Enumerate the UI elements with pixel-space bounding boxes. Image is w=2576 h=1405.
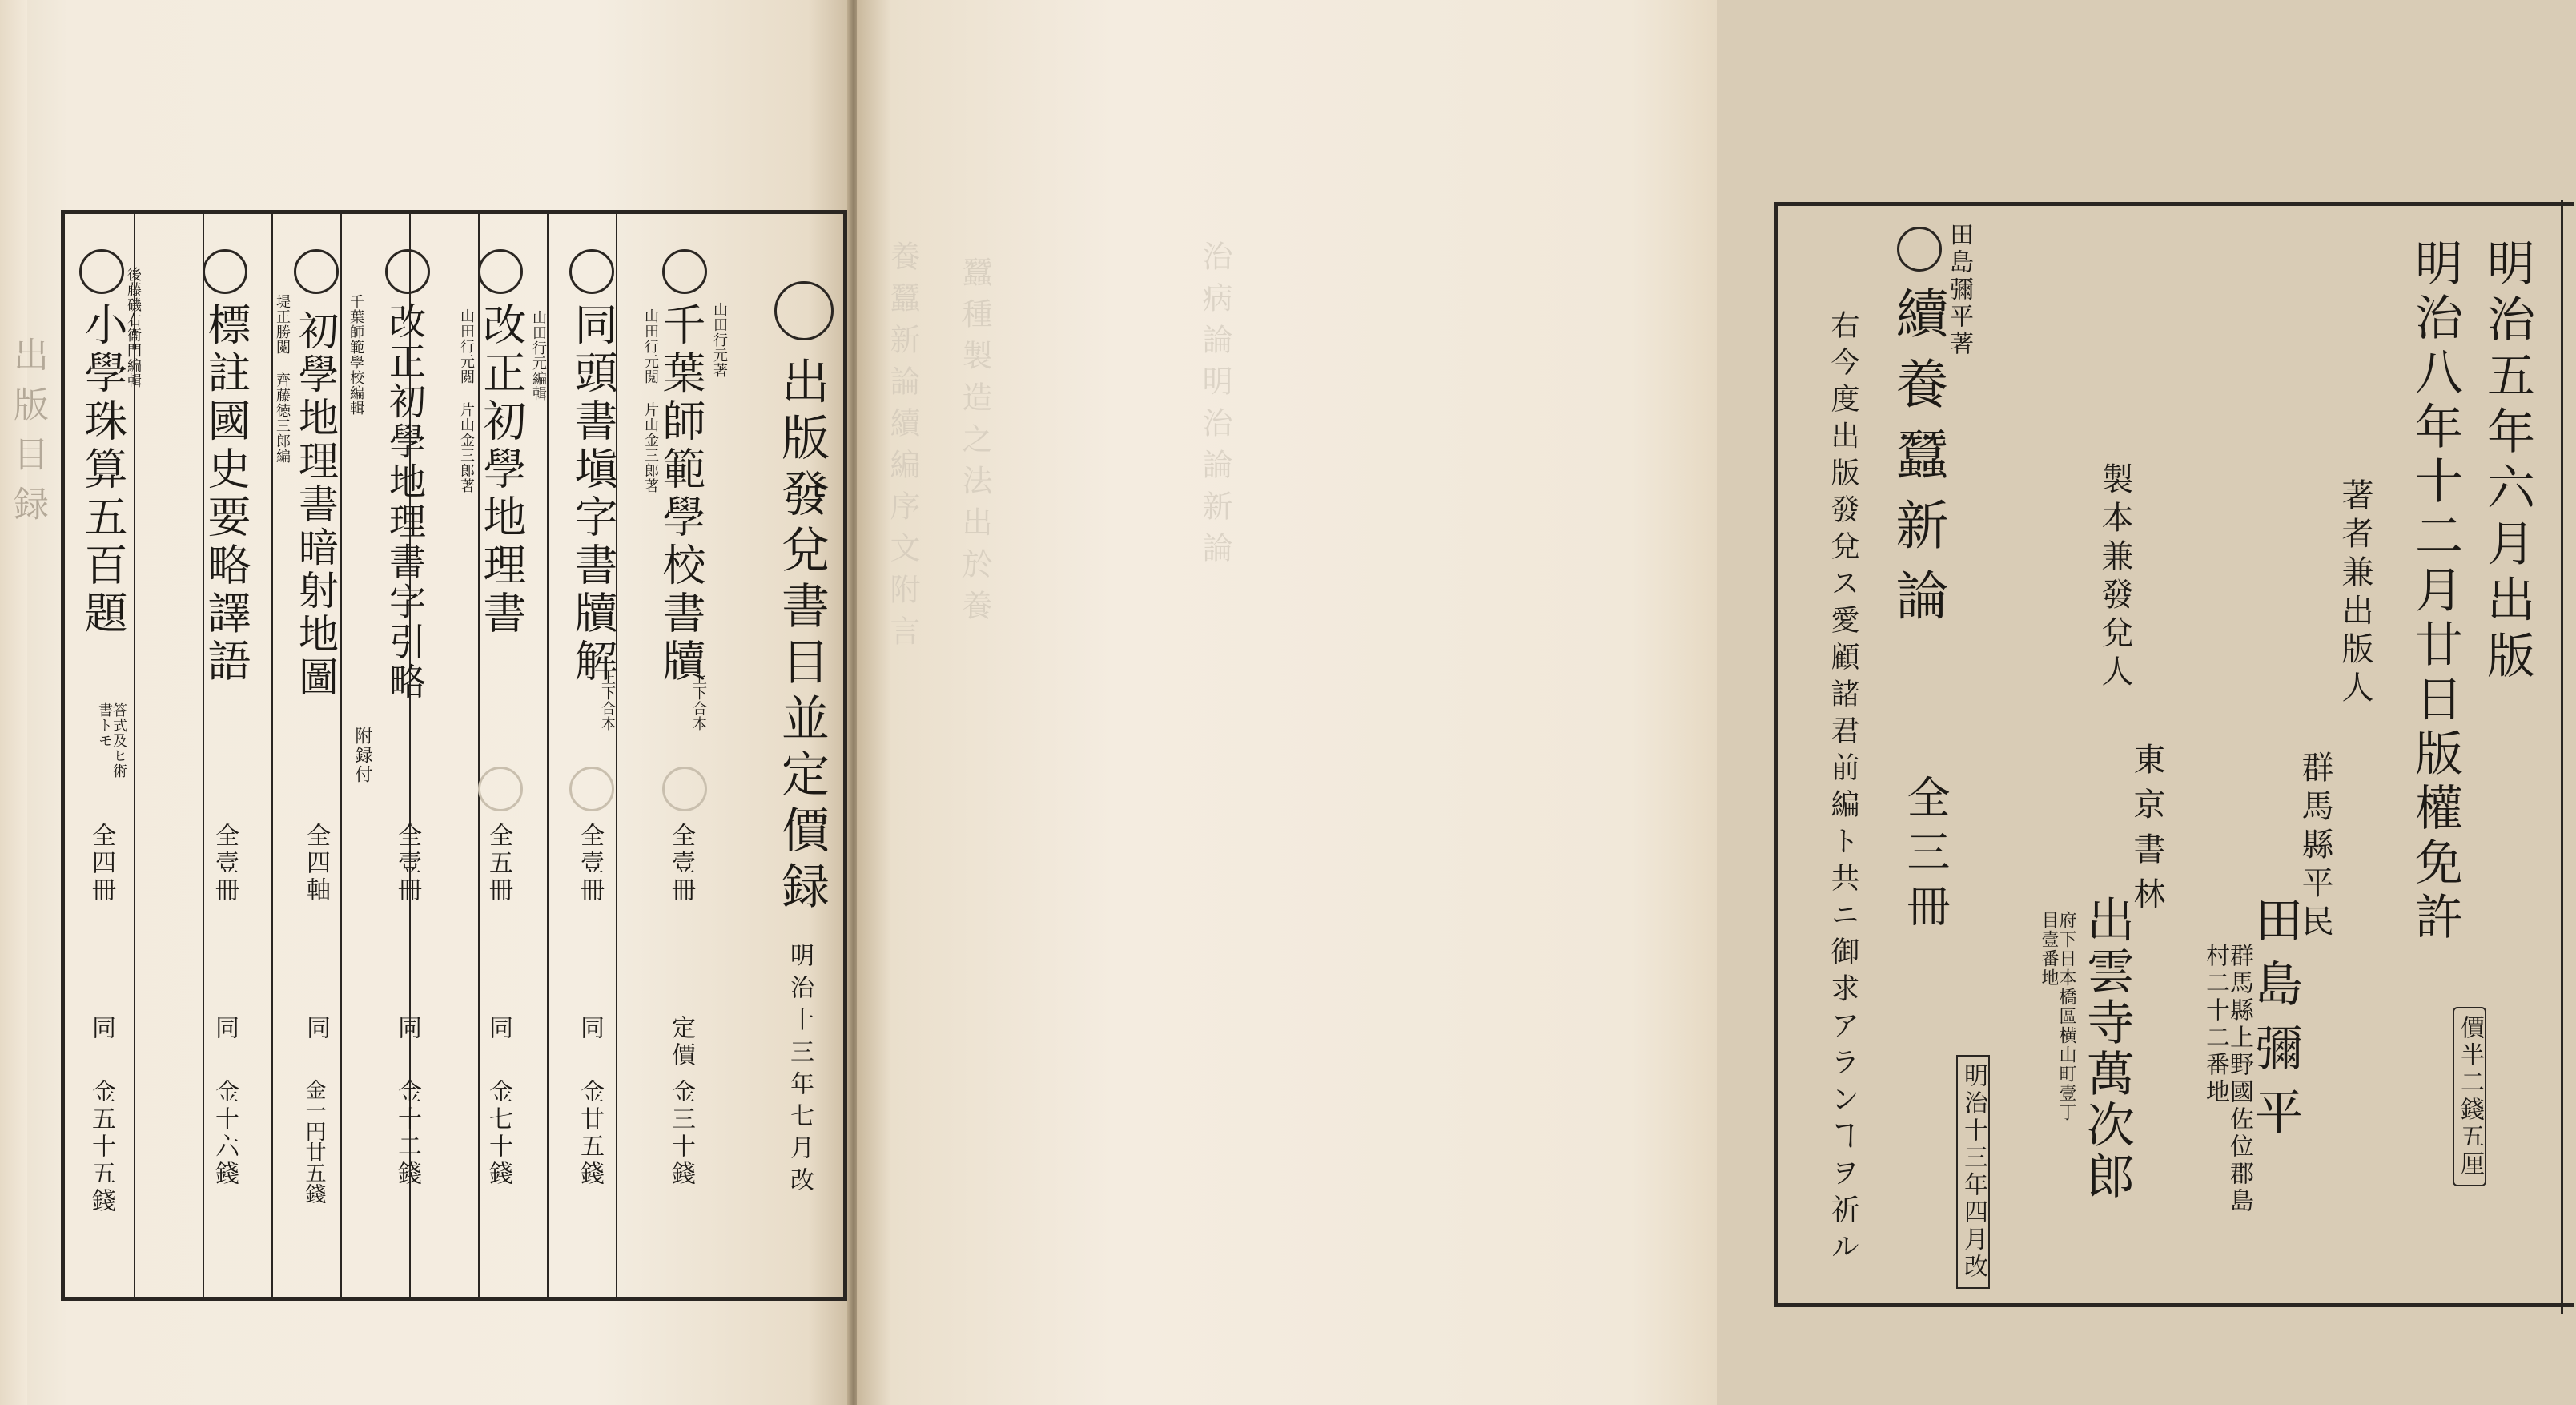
price-tag: 價半二錢五厘 xyxy=(2453,1007,2486,1186)
book-price: 金七十錢 xyxy=(484,1079,512,1188)
book-author-credit: 田島彌平著 xyxy=(1945,222,1973,358)
book-volumes: 全壹冊 xyxy=(667,823,695,904)
book-price: 金十六錢 xyxy=(211,1079,239,1188)
book-title: 標註國史要略譯語 xyxy=(201,302,251,686)
book-circle-mark xyxy=(79,249,124,294)
book-price-label: 定價 xyxy=(667,1015,695,1069)
book-binding: 上下合本 xyxy=(690,670,707,731)
book-volumes: 全四冊 xyxy=(87,823,115,904)
left-page xyxy=(0,0,850,1405)
column-divider xyxy=(547,214,549,1297)
book-author: 千葉師範學校編輯 xyxy=(348,294,364,416)
book-author: 堤正勝閲 齊藤徳三郎編 xyxy=(274,294,291,464)
catalog-frame xyxy=(61,210,847,1301)
book-price: 金五十五錢 xyxy=(87,1079,115,1215)
book-author: 後藤磯右衞門編輯 xyxy=(125,267,142,388)
show-through-text: 養蠶新論續編序文附言 xyxy=(885,240,920,657)
book-circle-mark xyxy=(569,249,614,294)
book-circle-mark xyxy=(478,249,523,294)
book-price: 金一円廿五錢 xyxy=(302,1079,326,1204)
book-circle-mark xyxy=(662,249,707,294)
book-price: 金三十錢 xyxy=(667,1079,695,1188)
catalog-heading: 出版發兌書目並定價録 xyxy=(774,356,830,917)
book-circle-mark xyxy=(385,249,430,294)
show-through-text: 治病論明治論新論 xyxy=(1197,240,1232,574)
right-page xyxy=(857,0,2535,1405)
publisher-role: 製本兼發兌人 xyxy=(2096,462,2133,693)
author-name: 田島彌平 xyxy=(2247,895,2303,1151)
book-binding: 答式及ヒ術書トモ xyxy=(96,702,127,779)
author-location: 群馬縣上野國佐位郡島村二十二番地 xyxy=(2201,943,2253,1215)
publisher-city: 東京書林 xyxy=(2128,743,2165,922)
header-circle-mark xyxy=(774,281,834,340)
revision-date: 明治十三年四月改 xyxy=(1956,1055,1990,1289)
book-title: 千葉師範學校書牘 xyxy=(656,302,706,686)
book-price-label: 同 xyxy=(211,1015,239,1042)
book-circle-mark xyxy=(294,249,339,294)
book-title: 小學珠算五百題 xyxy=(78,302,128,638)
column-divider xyxy=(340,214,342,1297)
book-volumes: 全壹冊 xyxy=(211,823,239,904)
catalog-date: 明治十三年七月改 xyxy=(786,943,814,1199)
book-author: 山田行元閲 片山金三郎著 xyxy=(642,308,659,493)
book-title: 改正初學地理書 xyxy=(476,302,527,638)
book-volumes: 全四軸 xyxy=(302,823,330,904)
book-price: 金廿五錢 xyxy=(576,1079,604,1188)
publication-date: 明治五年六月出版 xyxy=(2479,238,2535,686)
book-binding: 上下合本 xyxy=(599,670,616,731)
faint-circle-mark xyxy=(662,767,707,811)
book-price: 金十二錢 xyxy=(393,1079,421,1188)
book-price-label: 同 xyxy=(576,1015,604,1042)
author-role: 著者兼出版人 xyxy=(2337,478,2373,709)
book-title: 同頭書塡字書牘解 xyxy=(568,302,618,686)
book-price-label: 同 xyxy=(393,1015,421,1042)
author-address: 群馬縣平民 xyxy=(2297,751,2333,943)
show-through-text: 蠶種製造之法出於養 xyxy=(957,256,992,631)
book-title: 續養蠶新論 xyxy=(1887,286,1948,638)
book-author: 山田行元著 xyxy=(711,302,728,378)
book-circle-mark xyxy=(1897,227,1942,272)
book-volumes: 全五冊 xyxy=(484,823,512,904)
book-title: 改正初學地理書字引略 xyxy=(384,302,427,702)
left-margin-title: 出版目録 xyxy=(7,336,48,535)
book-price-label: 同 xyxy=(87,1015,115,1042)
book-notice: 右今度出版發兌ス愛顧諸君前編ト共ニ御求アランヿヲ祈ル xyxy=(1827,310,1859,1268)
book-binding: 附録付 xyxy=(352,727,372,784)
publisher-name: 出雲寺萬次郎 xyxy=(2079,895,2135,1202)
faint-circle-mark xyxy=(478,767,523,811)
book-volumes: 全壹冊 xyxy=(393,823,421,904)
left-page-edge xyxy=(0,0,27,1405)
copyright-date: 明治八年十二月廿日版權免許 xyxy=(2407,238,2463,946)
book-author: 山田行元編輯 xyxy=(530,310,547,401)
book-author: 山田行元閲 片山金三郎著 xyxy=(458,308,475,493)
book-price-label: 同 xyxy=(484,1015,512,1042)
book-volumes: 全壹冊 xyxy=(576,823,604,904)
faint-circle-mark xyxy=(569,767,614,811)
book-title: 初學地理書暗射地圖 xyxy=(292,310,339,699)
colophon-frame xyxy=(1774,202,2574,1307)
page-edge-mark xyxy=(2561,200,2576,1314)
book-circle-mark xyxy=(203,249,247,294)
book-volumes: 全三冊 xyxy=(1900,775,1951,938)
book-price-label: 同 xyxy=(302,1015,330,1042)
publisher-address: 府下日本橋區横山町壹丁目壹番地 xyxy=(2039,911,2076,1122)
